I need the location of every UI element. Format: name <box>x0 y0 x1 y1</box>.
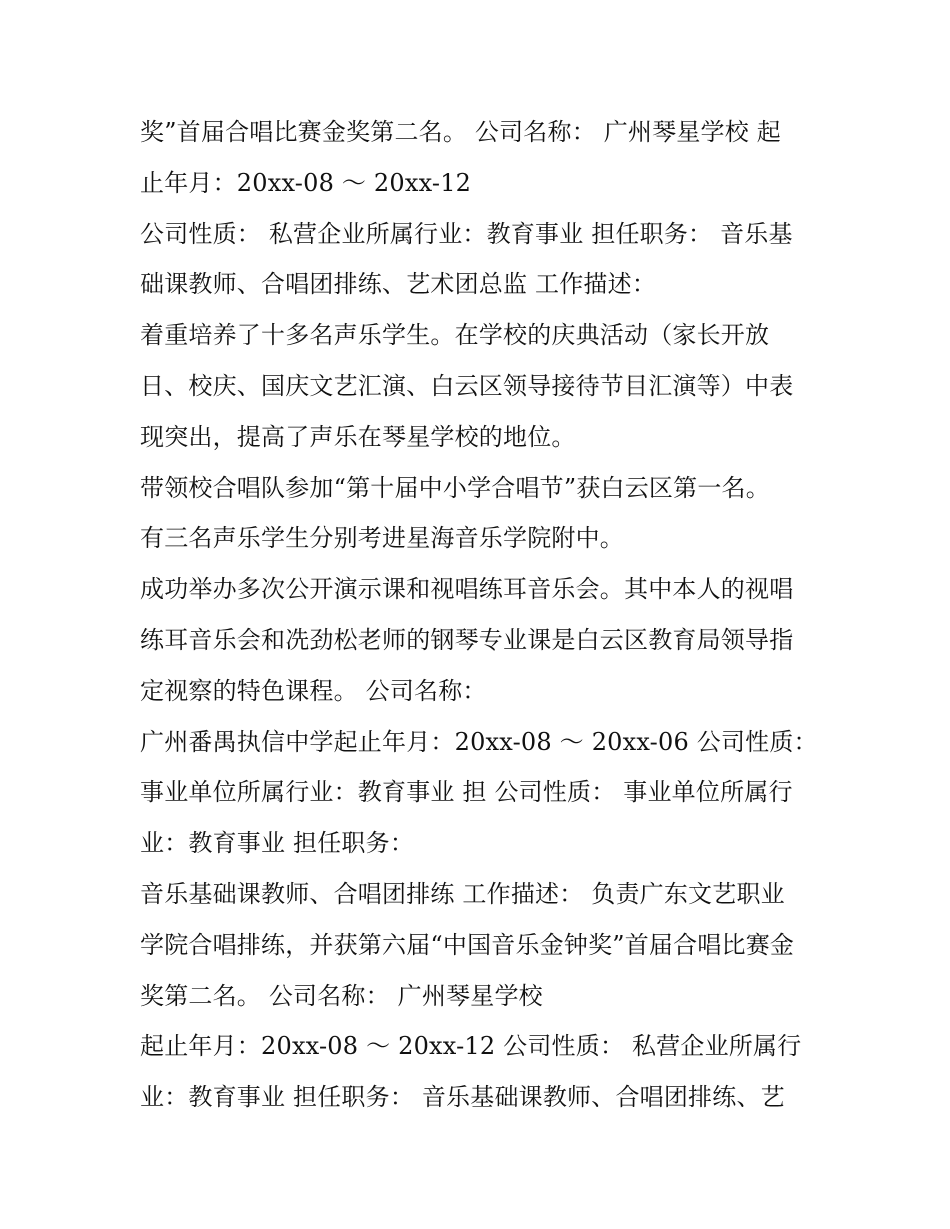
text-line: 成功举办多次公开演示课和视唱练耳音乐会。其中本人的视唱 <box>140 575 794 604</box>
text-line: 带领校合唱队参加“第十届中小学合唱节”获白云区第一名。 <box>140 473 770 502</box>
text-line: 着重培养了十多名声乐学生。在学校的庆典活动（家长开放 <box>140 321 770 350</box>
text-line: 事业单位所属行业：教育事业 担 公司性质： 事业单位所属行 <box>140 778 793 807</box>
text-line: 公司性质： 私营企业所属行业：教育事业 担任职务： 音乐基 <box>140 219 793 248</box>
text-line: 日、校庆、国庆文艺汇演、白云区领导接待节目汇演等）中表 <box>140 371 794 400</box>
body-text <box>140 107 820 1123</box>
text-line: 定视察的特色课程。 公司名称： <box>140 676 487 705</box>
text-line: 奖第二名。 公司名称： 广州琴星学校 <box>140 981 543 1010</box>
text-line: 有三名声乐学生分别考进星海音乐学院附中。 <box>140 524 624 553</box>
text-line: 练耳音乐会和冼劲松老师的钢琴专业课是白云区教育局领导指 <box>140 625 794 654</box>
text-line: 起止年月：20xx-08 ～ 20xx-12 公司性质： 私营企业所属行 <box>140 1032 802 1061</box>
text-line: 学院合唱排练，并获第六届“中国音乐金钟奖”首届合唱比赛金 <box>140 930 795 959</box>
text-line: 业：教育事业 担任职务： 音乐基础课教师、合唱团排练、艺 <box>140 1083 785 1112</box>
text-line: 现突出，提高了声乐在琴星学校的地位。 <box>140 422 576 451</box>
text-line: 础课教师、合唱团排练、艺术团总监 工作描述： <box>140 270 657 299</box>
text-line: 业：教育事业 担任职务： <box>140 829 415 858</box>
text-line: 音乐基础课教师、合唱团排练 工作描述： 负责广东文艺职业 <box>140 879 785 908</box>
text-line: 奖”首届合唱比赛金奖第二名。 公司名称： 广州琴星学校 起 <box>140 118 781 146</box>
text-line: 广州番禺执信中学起止年月：20xx-08 ～ 20xx-06 公司性质： <box>140 727 818 756</box>
text-line: 止年月：20xx-08 ～ 20xx-12 <box>140 168 472 197</box>
